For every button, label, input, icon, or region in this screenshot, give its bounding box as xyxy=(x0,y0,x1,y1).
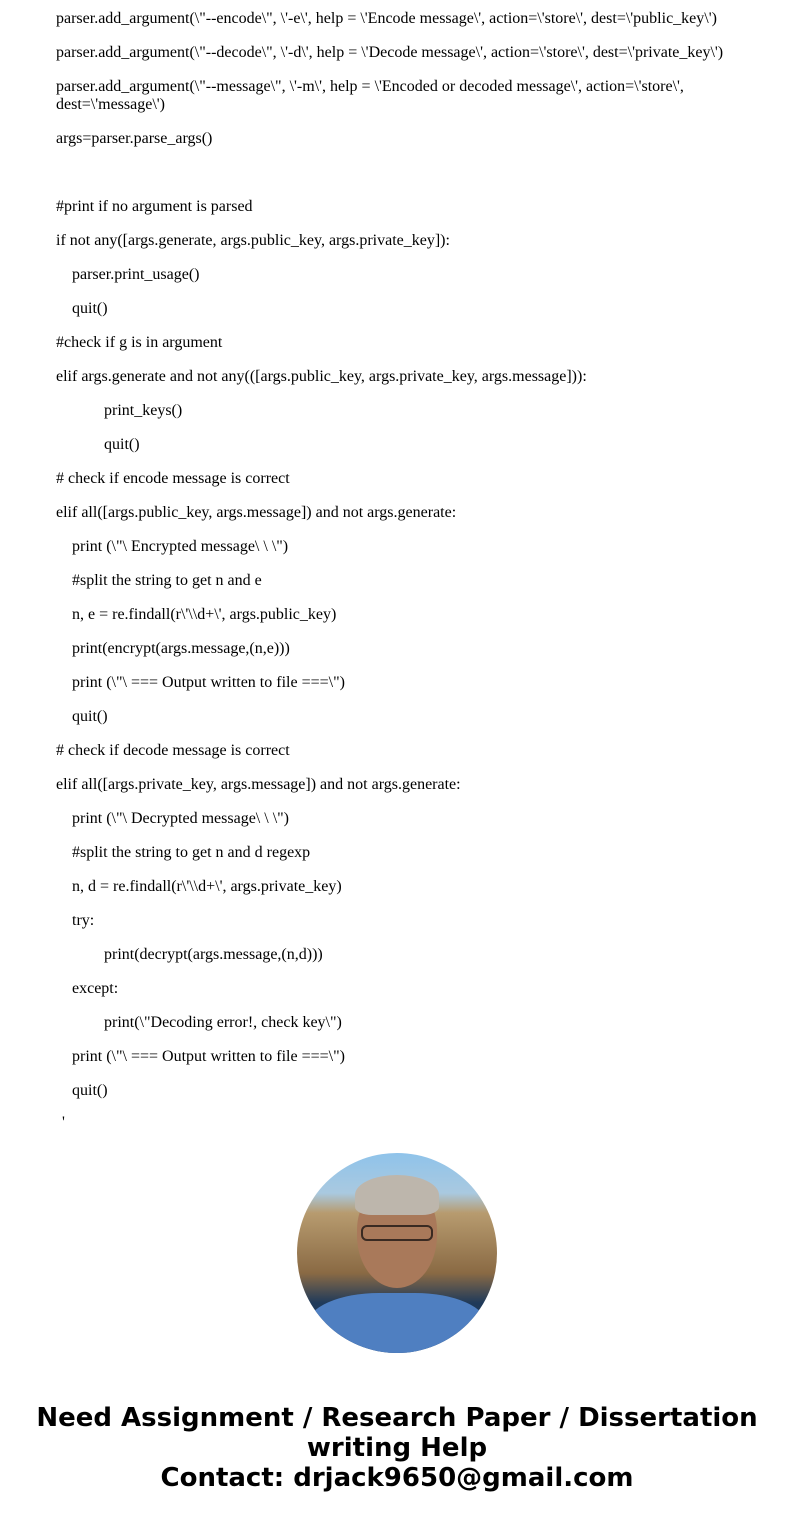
code-line: quit() xyxy=(72,708,108,725)
code-line: print(decrypt(args.message,(n,d))) xyxy=(104,946,323,963)
code-line: quit() xyxy=(72,1082,108,1099)
code-line: #check if g is in argument xyxy=(56,334,223,351)
trailing-mark: ' xyxy=(62,1114,65,1124)
code-line: n, e = re.findall(r\'\\d+\', args.public_key) xyxy=(72,606,337,623)
code-listing xyxy=(8,10,788,1116)
code-line: print(encrypt(args.message,(n,e))) xyxy=(72,640,290,657)
code-line: parser.add_argument(\"--decode\", \'-d\', help = \'Decode message\', action=\'store\', dest=\'private_key\') xyxy=(56,44,724,61)
contact-banner xyxy=(0,1403,794,1493)
code-line: args=parser.parse_args() xyxy=(56,130,213,147)
code-line xyxy=(8,164,788,182)
code-line: parser.print_usage() xyxy=(72,266,200,283)
code-line: # check if encode message is correct xyxy=(56,470,290,487)
code-line: # check if decode message is correct xyxy=(56,742,290,759)
code-line: print (\"\ Decrypted message\ \ \") xyxy=(72,810,289,827)
code-line: n, d = re.findall(r\'\\d+\', args.private_key) xyxy=(72,878,342,895)
code-line: print(\"Decoding error!, check key\") xyxy=(104,1014,342,1031)
code-line: print (\"\ === Output written to file ===\") xyxy=(72,1048,345,1065)
code-line: #split the string to get n and e xyxy=(72,572,262,589)
contact-email: Contact: drjack9650@gmail.com xyxy=(160,1463,634,1493)
code-line: except: xyxy=(72,980,119,997)
code-line: quit() xyxy=(72,300,108,317)
help-heading: Need Assignment / Research Paper / Dissertation writing Help xyxy=(36,1403,758,1463)
code-line: elif all([args.private_key, args.message]) and not args.generate: xyxy=(56,776,461,793)
code-line: if not any([args.generate, args.public_key, args.private_key]): xyxy=(56,232,450,249)
code-line: elif args.generate and not any(([args.public_key, args.private_key, args.message])): xyxy=(56,368,587,385)
code-line: elif all([args.public_key, args.message]) and not args.generate: xyxy=(56,504,457,521)
code-line: quit() xyxy=(104,436,140,453)
code-line: print (\"\ === Output written to file ===\") xyxy=(72,674,345,691)
code-line: parser.add_argument(\"--encode\", \'-e\', help = \'Encode message\', action=\'store\', dest=\'public_key\') xyxy=(56,10,717,27)
code-line: #split the string to get n and d regexp xyxy=(72,844,311,861)
code-line: print_keys() xyxy=(104,402,183,419)
code-line: try: xyxy=(72,912,95,929)
code-line: print (\"\ Encrypted message\ \ \") xyxy=(72,538,289,555)
code-line: parser.add_argument(\"--message\", \'-m\', help = \'Encoded or decoded message\', action=\'store\', dest=\'message\') xyxy=(56,78,684,113)
glasses-graphic xyxy=(361,1225,433,1241)
code-line: #print if no argument is parsed xyxy=(56,198,253,215)
author-photo xyxy=(297,1153,497,1353)
